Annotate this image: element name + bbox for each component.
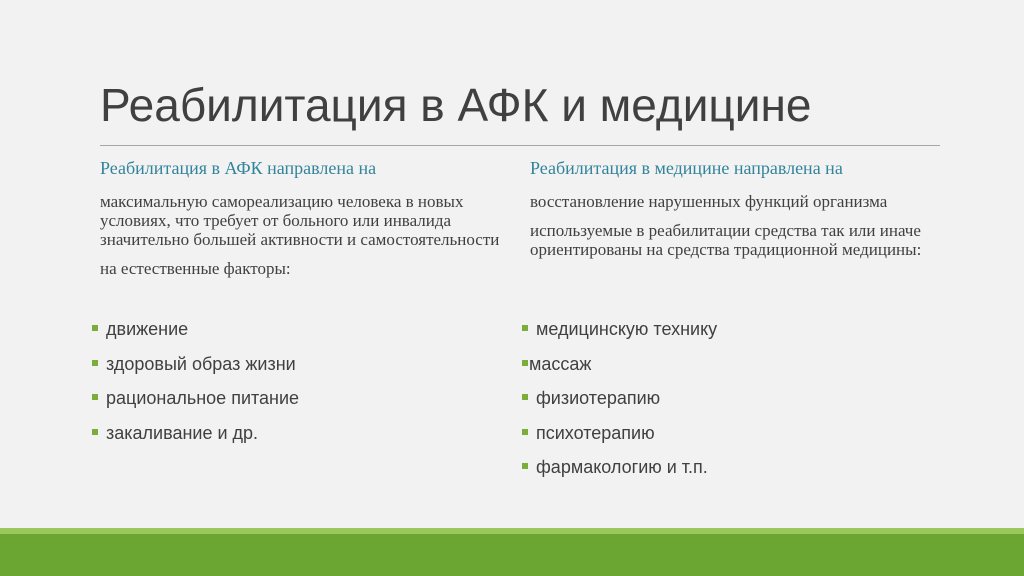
list-item	[522, 456, 717, 478]
right-paragraph-1: восстановление нарушенных функций организма	[530, 192, 888, 211]
right-bullet-list	[522, 318, 717, 491]
bullet-square-icon	[92, 325, 98, 331]
list-item	[92, 387, 299, 409]
left-bullet-list	[92, 318, 299, 456]
slide-title: Реабилитация в АФК и медицине	[100, 79, 812, 131]
right-column	[530, 156, 950, 259]
list-item-text: психотерапию	[536, 422, 655, 443]
list-item	[92, 318, 299, 340]
bullet-square-icon	[92, 394, 98, 400]
footer-bar	[0, 534, 1024, 576]
bullet-square-icon	[522, 429, 528, 435]
list-item-text: рациональное питание	[106, 388, 300, 408]
right-column-heading: Реабилитация в медицине направлена на	[530, 158, 843, 178]
bullet-square-icon	[522, 325, 528, 331]
list-item	[92, 353, 299, 375]
list-item	[522, 387, 717, 409]
bullet-square-icon	[92, 360, 98, 366]
bullet-square-icon	[522, 394, 528, 400]
list-item-text: массаж	[529, 353, 592, 374]
bullet-square-icon	[522, 463, 528, 469]
list-item-text: движение	[106, 319, 189, 339]
list-item-text: здоровый образ жизни	[106, 353, 296, 374]
list-item-text: медицинскую технику	[536, 319, 718, 339]
list-item-text: закаливание и др.	[106, 422, 259, 443]
title-divider	[100, 145, 940, 146]
list-item	[522, 318, 717, 340]
left-column	[100, 156, 520, 278]
list-item-text: фармакологию и т.п.	[536, 457, 708, 477]
list-item	[92, 422, 299, 444]
list-item	[522, 353, 717, 375]
list-item	[522, 422, 717, 444]
bullet-square-icon	[522, 360, 528, 366]
bullet-square-icon	[92, 429, 98, 435]
right-paragraph-2: используемые в реабилитации средства так или иначе ориентированы на средства традиционной медицины:	[530, 221, 922, 259]
left-column-heading: Реабилитация в АФК направлена на	[100, 158, 377, 178]
left-paragraph-1: максимальную самореализацию человека в новых условиях, что требует от больного или инвалида значительно большей активности и самостоятельности	[100, 192, 500, 249]
list-item-text: физиотерапию	[536, 388, 661, 408]
left-paragraph-2: на естественные факторы:	[100, 259, 291, 278]
